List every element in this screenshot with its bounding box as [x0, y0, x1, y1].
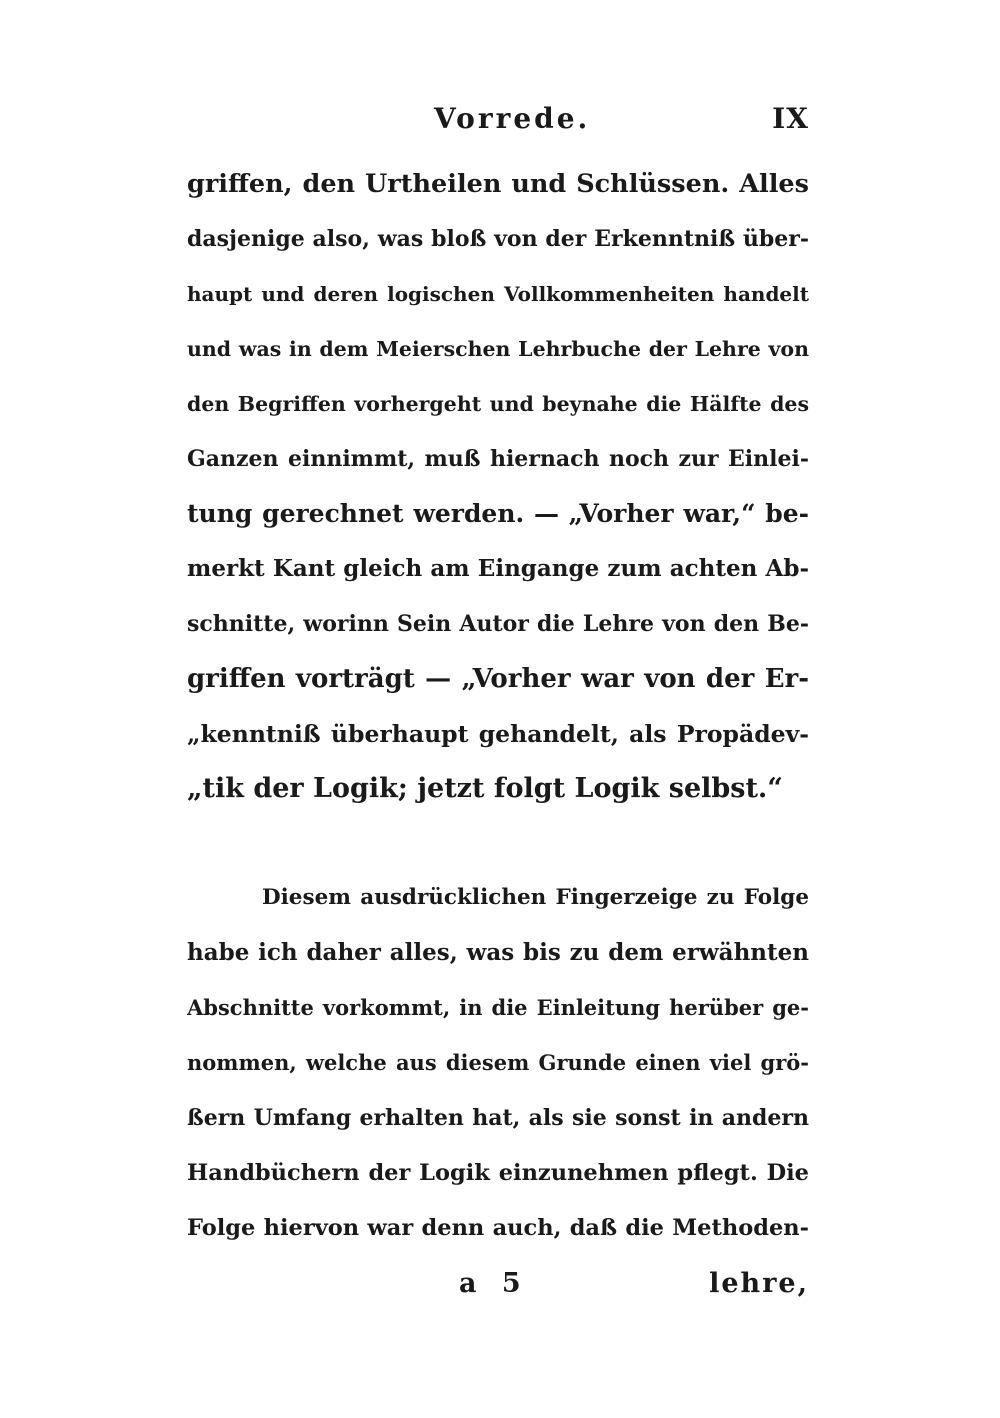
- text-line: tung gerechnet werden. — „Vorher war,“ be-: [187, 499, 809, 528]
- running-header: [187, 102, 809, 142]
- running-title: Vorrede.: [434, 102, 591, 135]
- text-line: Folge hiervon war denn auch, daß die Methoden-: [187, 1215, 809, 1241]
- text-line: ßern Umfang erhalten hat, als sie sonst in andern: [187, 1105, 809, 1131]
- text-line: griffen, den Urtheilen und Schlüssen. Alles: [187, 169, 809, 199]
- text-line: nommen, welche aus diesem Grunde einen viel grö-: [187, 1050, 809, 1075]
- text-line: „kenntniß überhaupt gehandelt, als Propädev-: [187, 720, 809, 748]
- text-line: und was in dem Meierschen Lehrbuche der Lehre von: [187, 337, 809, 361]
- text-line: merkt Kant gleich am Eingange zum achten Ab-: [187, 555, 809, 582]
- text-line: haupt und deren logischen Vollkommenheiten handelt: [187, 282, 809, 306]
- text-line: den Begriffen vorhergeht und beynahe die Hälfte des: [187, 392, 809, 416]
- page-number: IX: [772, 102, 809, 135]
- signature-mark: a 5: [459, 1268, 529, 1299]
- text-line: griffen vorträgt — „Vorher war von der Er-: [187, 664, 809, 694]
- text-line-indented: Diesem ausdrücklichen Fingerzeige zu Folge: [262, 885, 809, 910]
- text-line: Handbüchern der Logik einzunehmen pflegt. Die: [187, 1160, 809, 1186]
- text-line-last: „tik der Logik; jetzt folgt Logik selbst.“: [187, 773, 783, 804]
- text-line: habe ich daher alles, was bis zu dem erwähnten: [187, 939, 809, 966]
- text-line: dasjenige also, was bloß von der Erkenntniß über-: [187, 226, 809, 252]
- text-line: Ganzen einnimmt, muß hiernach noch zur Einlei-: [187, 446, 809, 472]
- text-line: schnitte, worinn Sein Autor die Lehre von den Be-: [187, 611, 809, 637]
- text-line: Abschnitte vorkommt, in die Einleitung herüber ge-: [187, 995, 809, 1020]
- catchword: lehre,: [709, 1268, 809, 1299]
